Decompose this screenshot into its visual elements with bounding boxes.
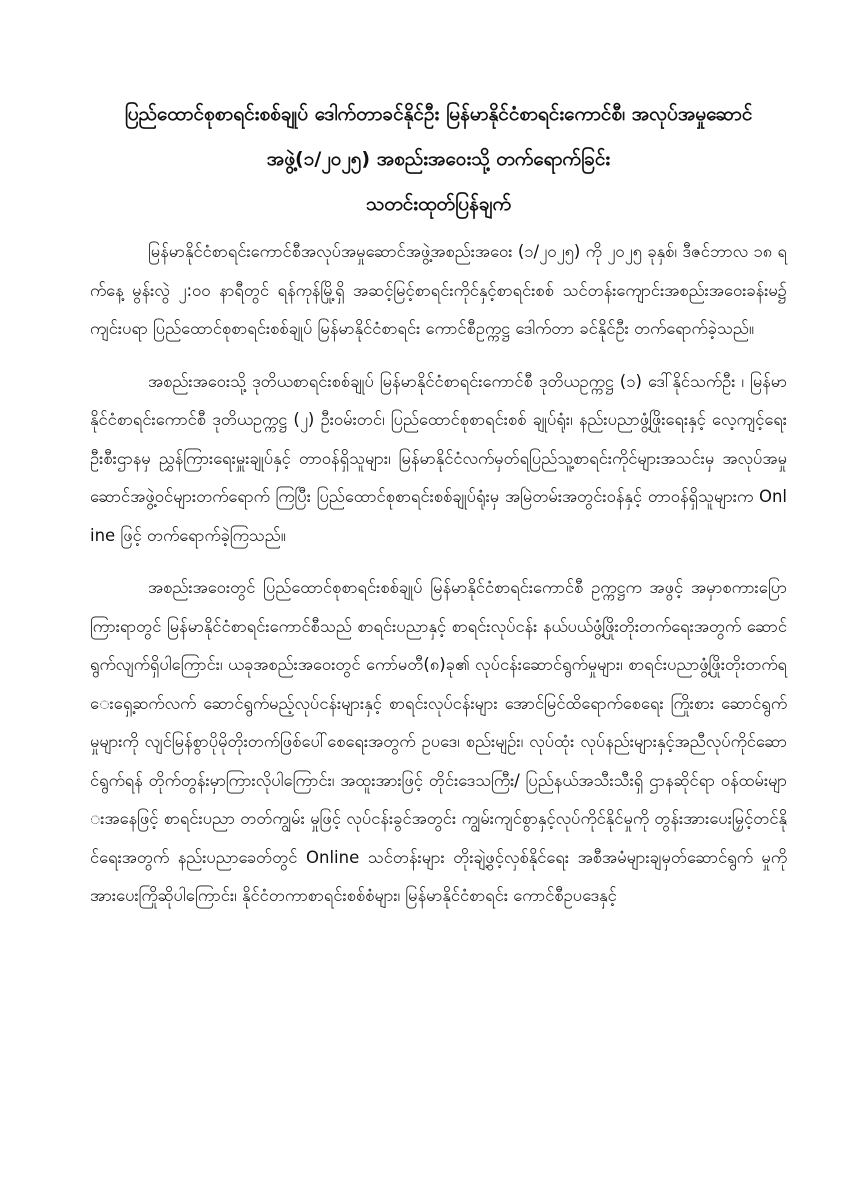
- paragraph-1: မြန်မာနိုင်ငံစာရင်းကောင်စီအလုပ်အမှုဆောင်အဖွဲ့အစည်းအဝေး (၁/၂၀၂၅) ကို ၂၀၂၅ ခုနှစ်၊ ဒီဇင်ဘာလ ၁၈ ရက်နေ့ မွန်းလွဲ ၂:၀၀ နာရီတွင် ရန်ကုန်မြို့ရှိ အဆင့်မြင့်စာရင်းကိုင်နှင့်စာရင်းစစ် သင်တန်းကျောင်းအစည်းအဝေးခန်းမ၌ ကျင်းပရာ ပြည်ထောင်စုစာရင်းစစ်ချုပ် မြန်မာနိုင်ငံစာရင်း ကောင်စီဥက္ကဋ္ဌ ဒေါက်တာ ခင်နိုင်ဦး တက်ရောက်ခဲ့သည်။: [90, 242, 787, 338]
- paragraph-3: အစည်းအဝေးတွင် ပြည်ထောင်စုစာရင်းစစ်ချုပ် မြန်မာနိုင်ငံစာရင်းကောင်စီ ဥက္ကဋ္ဌက အဖွင့် အမှာစကားပြောကြားရာတွင် မြန်မာနိုင်ငံစာရင်းကောင်စီသည် စာရင်းပညာနှင့် စာရင်းလုပ်ငန်း နယ်ပယ်ဖွံ့ဖြိုးတိုးတက်ရေးအတွက် ဆောင်ရွက်လျက်ရှိပါကြောင်း၊ ယခုအစည်းအဝေးတွင် ကော်မတီ(၈)ခု၏ လုပ်ငန်းဆောင်ရွက်မှုများ၊ စာရင်းပညာဖွံ့ဖြိုးတိုးတက်ရေးရှေ့ဆက်လက် ဆောင်ရွက်မည့်လုပ်ငန်းများနှင့် စာရင်းလုပ်ငန်းများ အောင်မြင်ထိရောက်စေရေး ကြိုးစား ဆောင်ရွက်မှုများကို လျင်မြန်စွာပိုမိုတိုးတက်ဖြစ်ပေါ်စေရေးအတွက် ဥပဒေ၊ စည်းမျဉ်း၊ လုပ်ထုံး လုပ်နည်းများနှင့်အညီလုပ်ကိုင်ဆောင်ရွက်ရန် တိုက်တွန်းမှာကြားလိုပါကြောင်း၊ အထူးအားဖြင့် တိုင်းဒေသကြီး/ ပြည်နယ်အသီးသီးရှိ ဌာနဆိုင်ရာ ဝန်ထမ်းများအနေဖြင့် စာရင်းပညာ တတ်ကျွမ်း မှုဖြင့် လုပ်ငန်းခွင်အတွင်း ကျွမ်းကျင်စွာနှင့်လုပ်ကိုင်နိုင်မှုကို တွန်းအားပေးမြှင့်တင်နိုင်ရေးအတွက် နည်းပညာခေတ်တွင် Online သင်တန်းများ တိုးချဲ့ဖွင့်လှစ်နိုင်ရေး အစီအမံများချမှတ်ဆောင်ရွက် မှုကို အားပေးကြိုဆိုပါကြောင်း၊ နိုင်ငံတကာစာရင်းစစ်စံများ၊ မြန်မာနိုင်ငံစာရင်း ကောင်စီဥပဒေနှင့်: [90, 578, 787, 905]
- document-subtitle: သတင်းထုတ်ပြန်ချက်: [365, 193, 512, 215]
- document-title: ပြည်ထောင်စုစာရင်းစစ်ချုပ် ဒေါက်တာခင်နိုင်ဦး မြန်မာနိုင်ငံစာရင်းကောင်စီ၊ အလုပ်အမှုဆောင် အဖွဲ့(၁/၂၀၂၅) အစည်းအဝေးသို့ တက်ရောက်ခြင်း: [124, 103, 753, 170]
- paragraph-2: အစည်းအဝေးသို့ ဒုတိယစာရင်းစစ်ချုပ် မြန်မာနိုင်ငံစာရင်းကောင်စီ ဒုတိယဥက္ကဋ္ဌ (၁) ဒေါ်နိုင်သက်ဦး ၊ မြန်မာနိုင်ငံစာရင်းကောင်စီ ဒုတိယဥက္ကဋ္ဌ (၂) ဦးဝမ်းတင်၊ ပြည်ထောင်စုစာရင်းစစ် ချုပ်ရုံး၊ နည်းပညာဖွံ့ဖြိုးရေးနှင့် လေ့ကျင့်ရေးဦးစီးဌာနမှ ညွှန်ကြားရေးမှူးချုပ်နှင့် တာဝန်ရှိသူများ၊ မြန်မာနိုင်ငံလက်မှတ်ရပြည်သူ့စာရင်းကိုင်များအသင်းမှ အလုပ်အမှုဆောင်အဖွဲ့ဝင်များတက်ရောက် ကြပြီး ပြည်ထောင်စုစာရင်းစစ်ချုပ်ရုံးမှ အမြဲတမ်းအတွင်းဝန်နှင့် တာဝန်ရှိသူများက Online ဖြင့် တက်ရောက်ခဲ့ကြသည်။: [90, 371, 787, 545]
